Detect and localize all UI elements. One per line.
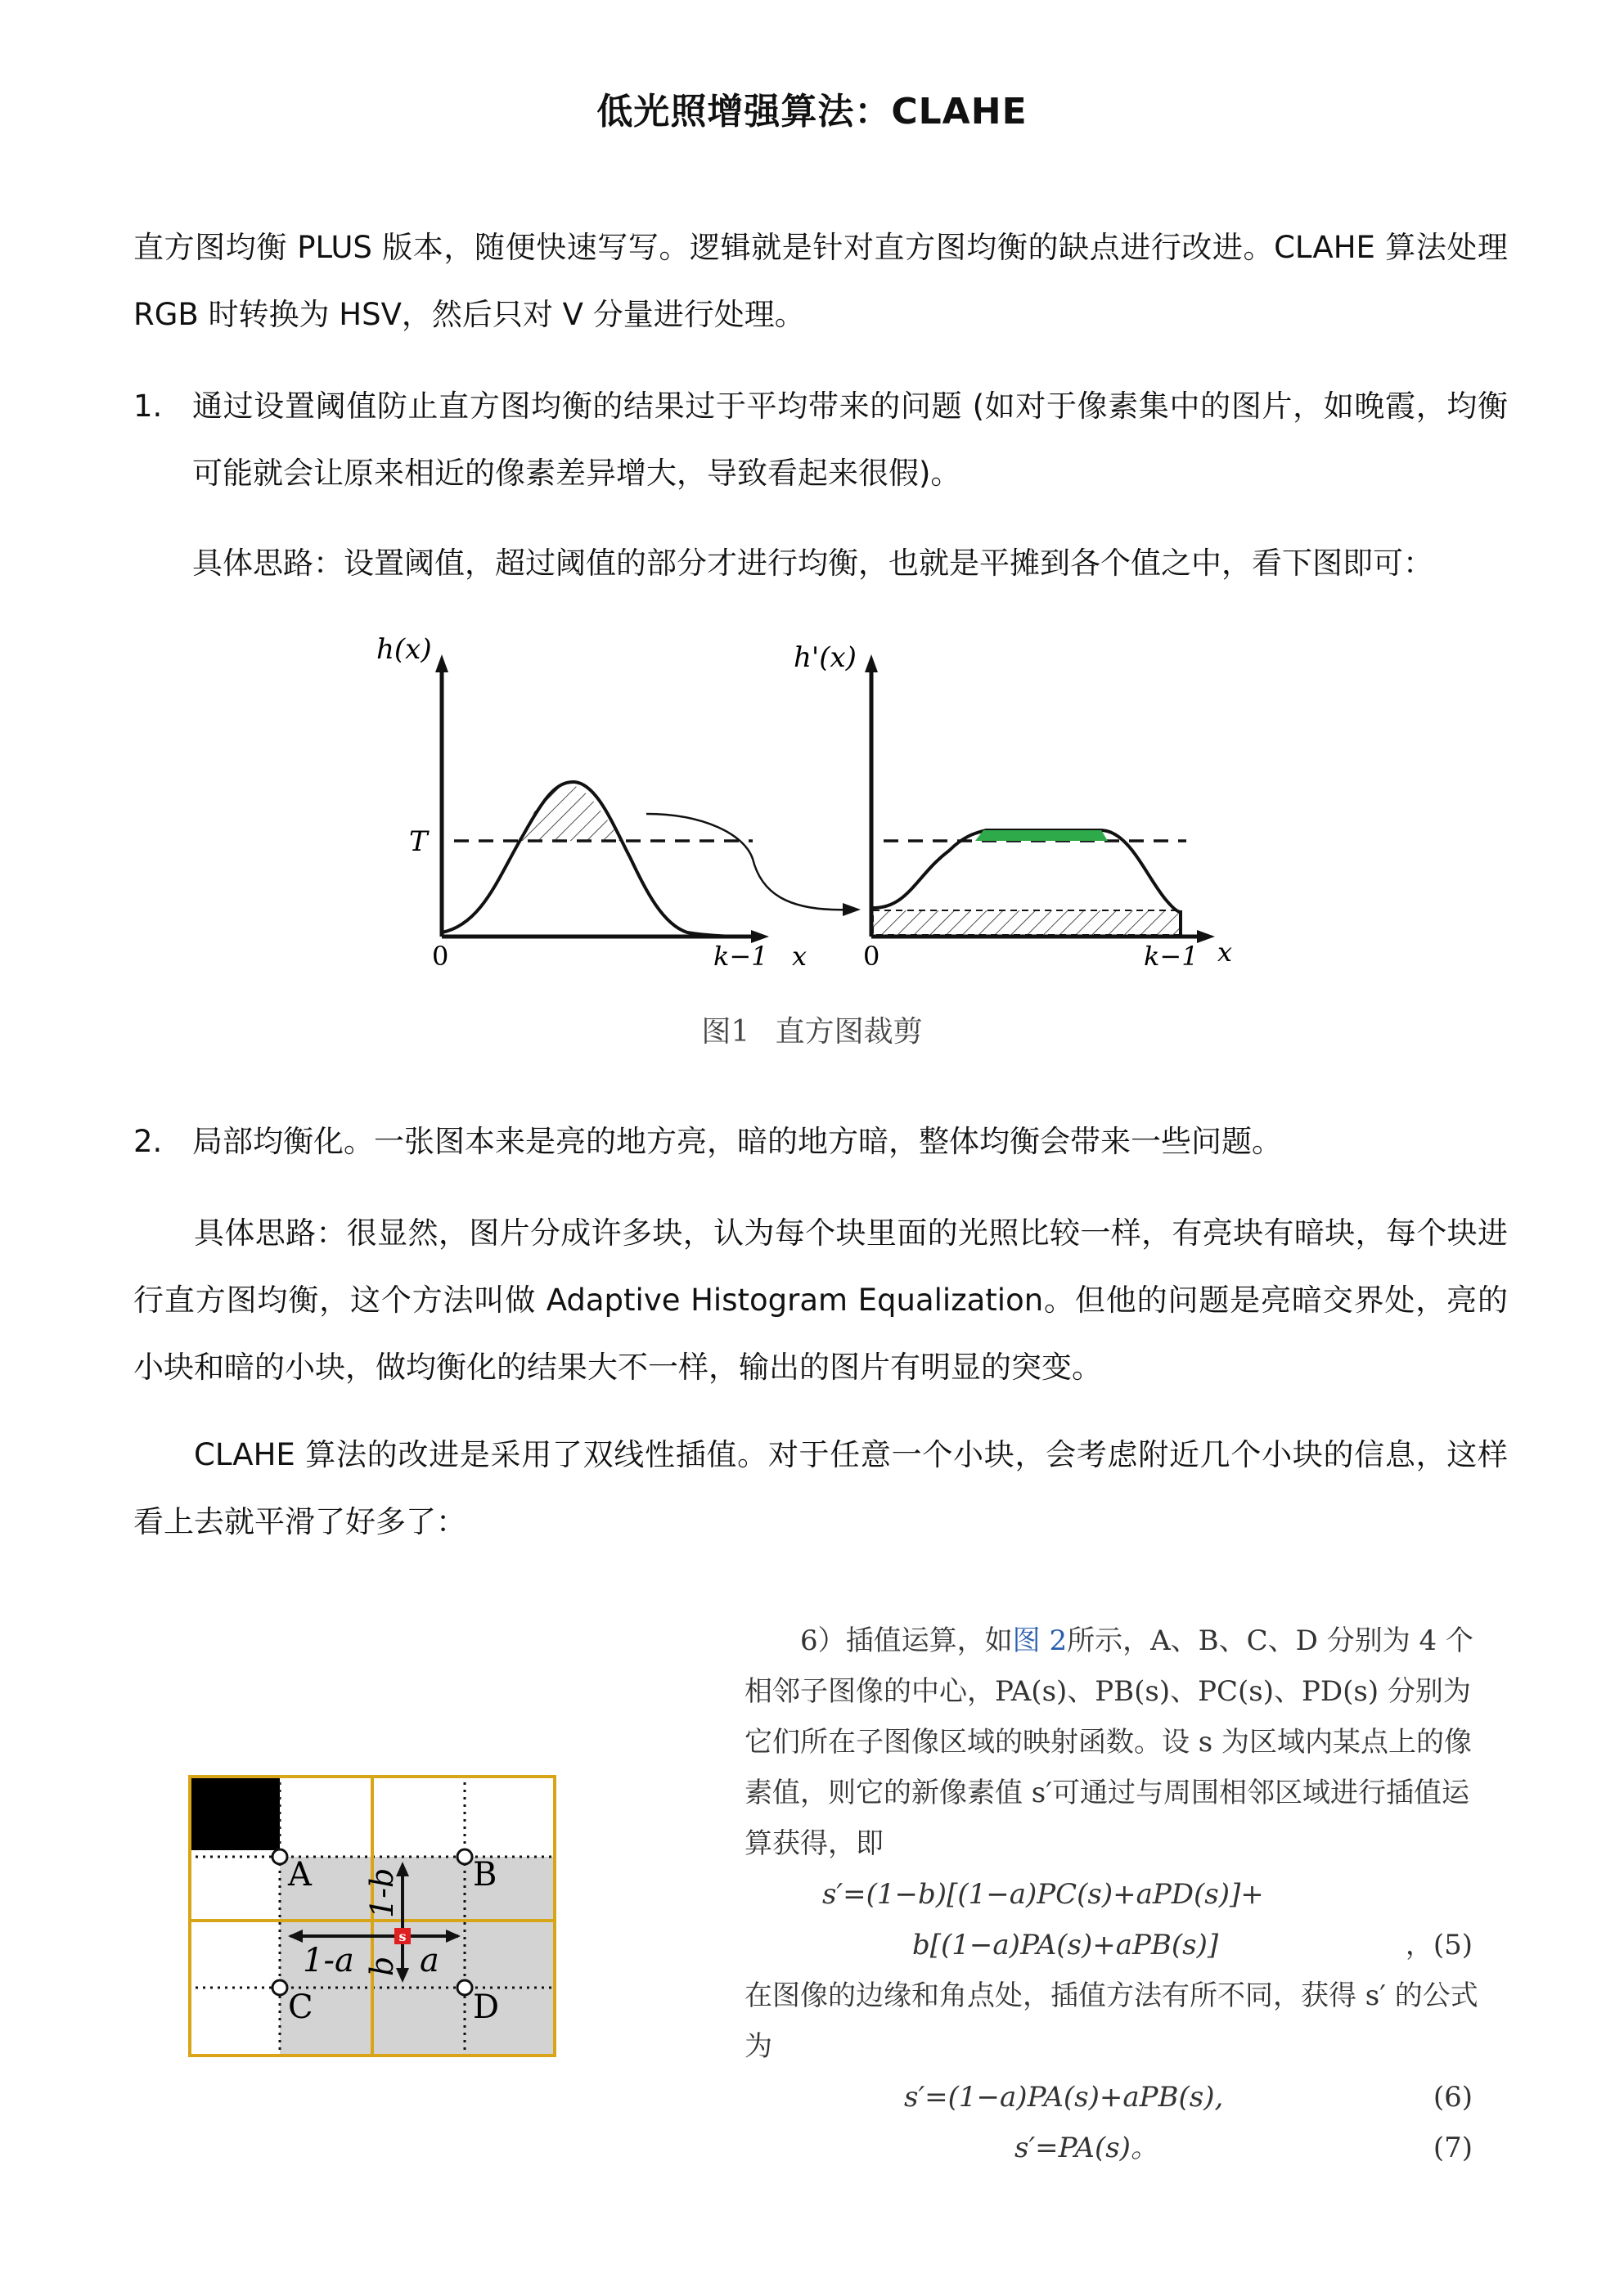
- equation-5-line-2: [745, 1920, 1481, 1970]
- figure-2-reference-link[interactable]: 图 2: [1012, 1624, 1068, 1657]
- intro-paragraph: 直方图均衡 PLUS 版本，随便快速写写。逻辑就是针对直方图均衡的缺点进行改进。CLAHE 算法处理 RGB 时转换为 HSV，然后只对 V 分量进行处理。: [133, 230, 1508, 332]
- list-item-2: [133, 1108, 1508, 1175]
- excerpt-paragraph-1: [745, 1615, 1481, 1869]
- threshold-label: T: [409, 825, 428, 858]
- pixel-marker-label: s: [398, 1929, 407, 1944]
- list-item-1: [133, 373, 1508, 507]
- figure1-caption: 图1 直方图裁剪: [701, 1015, 923, 1049]
- equation-7: [745, 2123, 1481, 2173]
- label-a-small: a: [420, 1942, 439, 1979]
- paper-excerpt: [745, 1615, 1481, 2173]
- center-a-point: [272, 1849, 287, 1864]
- clipped-histogram-chart: [794, 641, 1232, 972]
- center-b-point: [457, 1849, 472, 1864]
- clipped-top-highlight: [975, 830, 1108, 841]
- right-origin-label: 0: [863, 941, 880, 972]
- left-k-minus-1-label: k−1: [713, 941, 768, 972]
- original-histogram-chart: [376, 633, 807, 972]
- clahe-paragraph: CLAHE 算法的改进是采用了双线性插值。对于任意一个小块，会考虑附近几个小块的信息，这样看上去就平滑了好多了：: [133, 1437, 1508, 1539]
- dark-tile: [188, 1775, 280, 1850]
- page-title: 低光照增强算法：CLAHE: [596, 91, 1028, 133]
- eq7-number: (7): [1433, 2132, 1473, 2164]
- label-one-minus-a: 1-a: [303, 1942, 354, 1979]
- transfer-arrow: [646, 814, 851, 910]
- eq6-number: (6): [1433, 2081, 1473, 2114]
- excerpt-p1-prefix: 6）插值运算，如: [800, 1624, 1013, 1657]
- excerpt-paragraph-2: 在图像的边缘和角点处，插值方法有所不同，获得 s′ 的公式为: [745, 1979, 1478, 2063]
- equation-5-line-1: [745, 1869, 1481, 1920]
- right-ylabel: h'(x): [794, 641, 857, 674]
- list-item-2-text: 局部均衡化。一张图本来是亮的地方亮，暗的地方暗，整体均衡会带来一些问题。: [192, 1124, 1282, 1159]
- equation-6: [745, 2072, 1481, 2123]
- label-c: C: [288, 1988, 313, 2026]
- label-d: D: [473, 1988, 500, 2026]
- item2-detail: 具体思路：很显然，图片分成许多块，认为每个块里面的光照比较一样，有亮块有暗块，每个块进行直方图均衡，这个方法叫做 Adaptive Histogram Equalization。但他的问题是亮暗交界处，亮的小块和暗的小块，做均衡化的结果大不一样，输出的图片有明显的突变。: [133, 1215, 1508, 1385]
- redistributed-band: [873, 910, 1181, 935]
- eq5-number: ，(5): [1405, 1929, 1473, 1961]
- histogram-clipping-figure: [360, 630, 1276, 990]
- list-number-1: 1.: [133, 389, 163, 424]
- list-item-1-text: 通过设置阈值防止直方图均衡的结果过于平均带来的问题 (如对于像素集中的图片，如晚霞，均衡可能就会让原来相近的像素差异增大，导致看起来很假)。: [192, 389, 1508, 491]
- interpolation-grid-figure: [188, 1775, 556, 2057]
- left-origin-label: 0: [432, 941, 449, 972]
- list-number-2: 2.: [133, 1124, 163, 1159]
- left-x-label: x: [792, 941, 808, 972]
- label-b-small: b: [364, 1956, 400, 1976]
- eq5-line2-text: b[(1−a)PA(s)+aPB(s)]: [912, 1929, 1219, 1961]
- histogram-curve: [442, 782, 753, 937]
- center-d-point: [457, 1980, 472, 1995]
- center-c-point: [272, 1980, 287, 1995]
- eq5-line1-text: s′=(1−b)[(1−a)PC(s)+aPD(s)]+: [822, 1878, 1264, 1911]
- left-ylabel: h(x): [376, 633, 432, 666]
- label-a: A: [288, 1856, 312, 1894]
- right-x-label: x: [1217, 937, 1233, 968]
- label-b: B: [473, 1856, 497, 1894]
- eq7-text: s′=PA(s)。: [1014, 2132, 1158, 2164]
- excerpt-p1-suffix: 所示，A、B、C、D 分别为 4 个相邻子图像的中心，PA(s)、PB(s)、PC(s)、PD(s) 分别为它们所在子图像区域的映射函数。设 s 为区域内某点上的像素值，则它的新像素值 s′可通过与周围相邻区域进行插值运算获得，即: [745, 1624, 1473, 1860]
- label-one-minus-b: 1-b: [364, 1867, 400, 1918]
- right-k-minus-1-label: k−1: [1144, 941, 1199, 972]
- eq6-text: s′=(1−a)PA(s)+aPB(s),: [904, 2081, 1224, 2114]
- item1-detail: 具体思路：设置阈值，超过阈值的部分才进行均衡，也就是平摊到各个值之中，看下图即可：: [192, 546, 1433, 581]
